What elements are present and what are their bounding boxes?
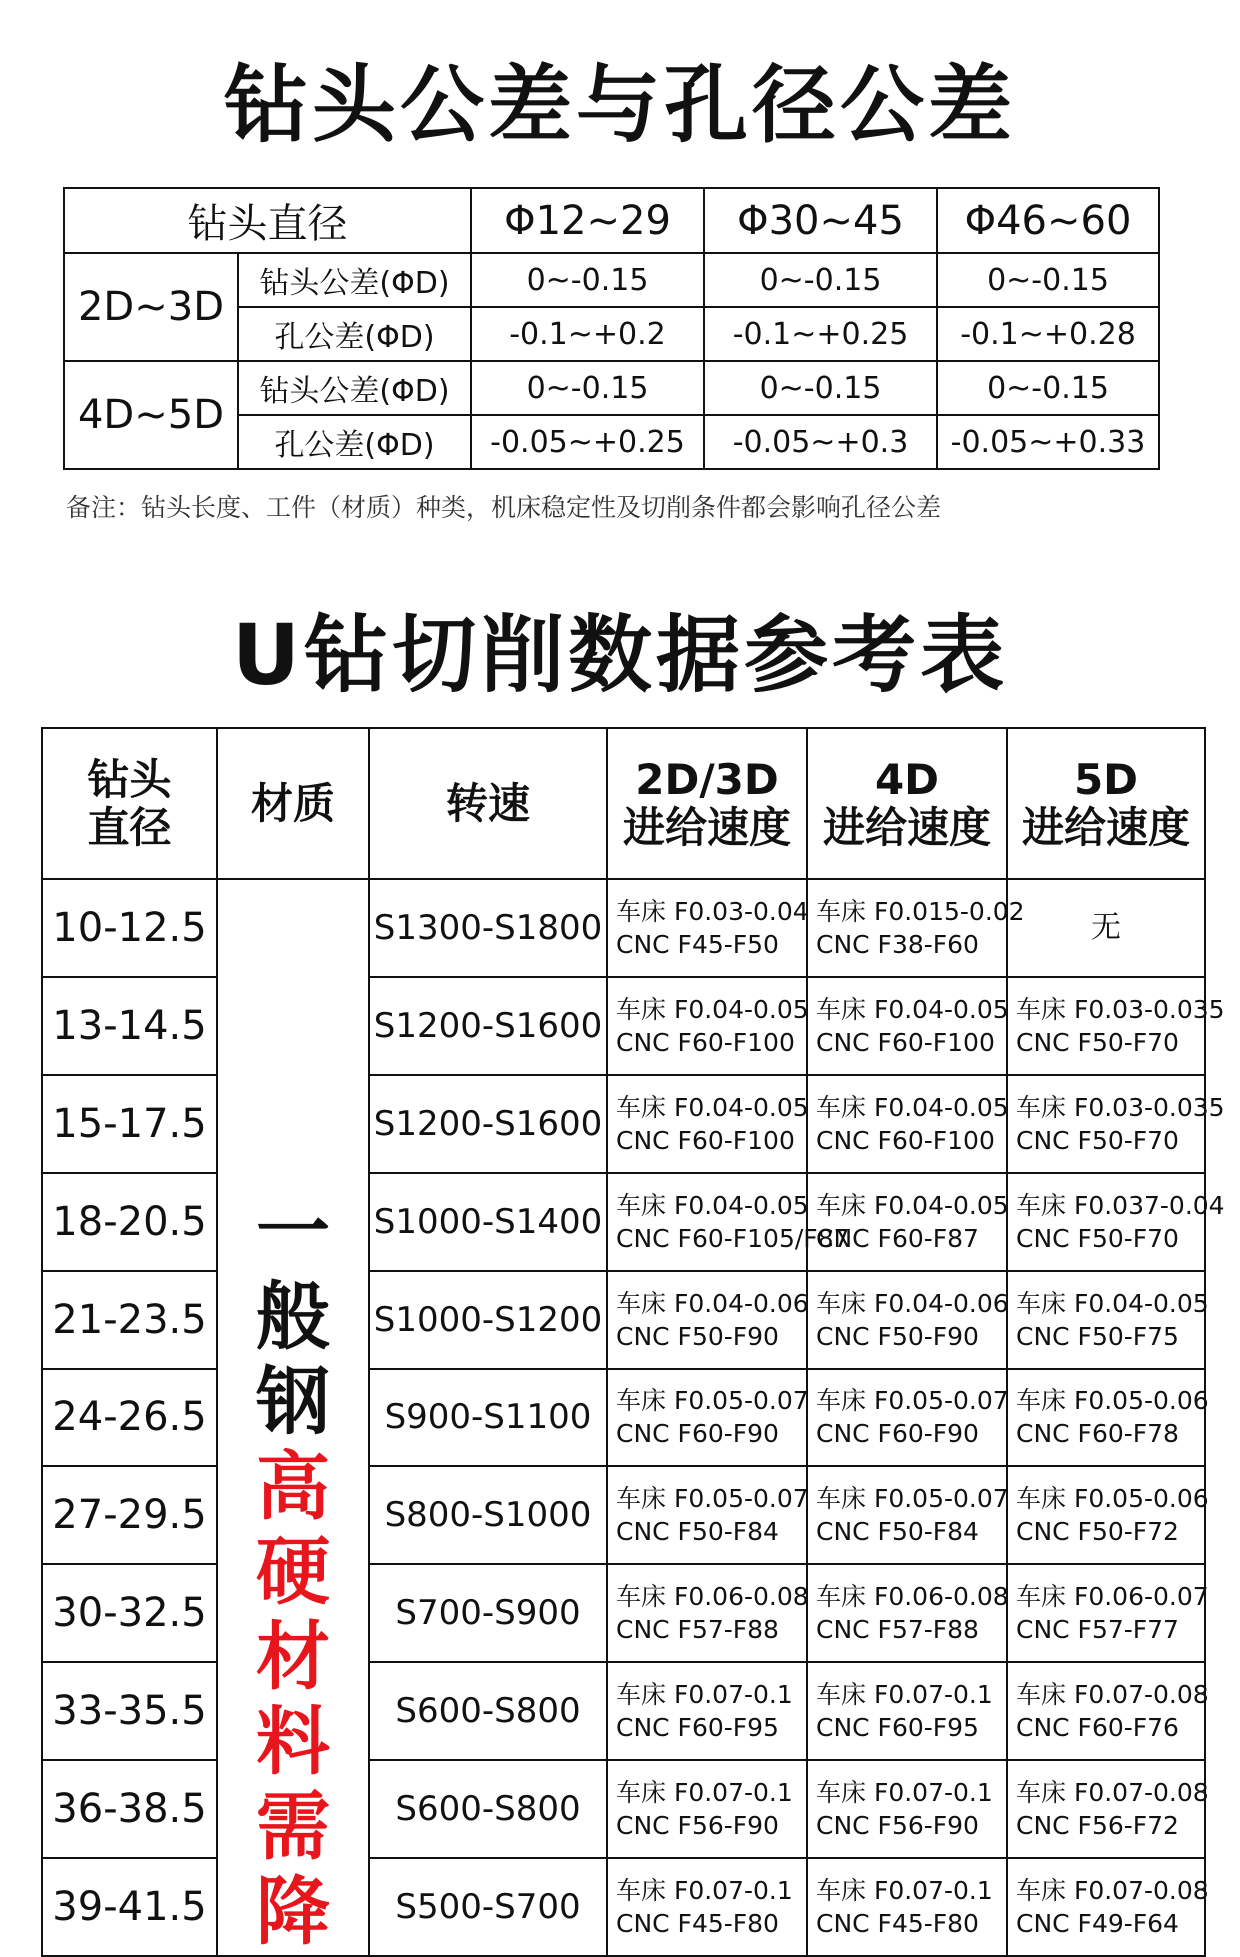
feed-line: CNC F60-F87 [816,1223,979,1253]
feed-4d-header [807,728,1007,879]
feed-line: 车床 F0.05-0.06 [1016,1386,1209,1416]
table-row [42,977,1205,1075]
material-cell [217,879,369,1956]
feed-line: CNC F45-F80 [816,1909,979,1939]
feed-line: CNC F45-F50 [616,929,779,959]
header-line: 进给速度 [622,802,791,852]
material-header: 材质 [217,728,369,879]
header-line: 5D [1073,754,1139,804]
tolerance-note: 备注：钻头长度、工件（材质）种类，机床稳定性及切削条件都会影响孔径公差 [66,493,942,522]
diameter-cell: 39-41.5 [42,1858,217,1956]
feed-cell [807,1858,1007,1956]
row-label: 钻头公差(ΦD) [238,361,471,415]
feed-cell [807,977,1007,1075]
tolerance-table [63,187,1160,470]
feed-cell [1007,879,1205,977]
tolerance-title: 钻头公差与孔径公差 [223,56,1016,154]
feed-line: 车床 F0.05-0.07 [616,1386,809,1416]
feed-cell [1007,1466,1209,1564]
speed-cell: S900-S1100 [369,1369,607,1467]
table-row [42,1564,1205,1662]
feed-cell [807,1271,1007,1369]
table-row [42,1466,1205,1564]
feed-cell [607,1466,807,1564]
col-header-3: Φ46~60 [937,188,1159,253]
tolerance-cell: -0.05~+0.3 [704,415,937,469]
feed-2d3d-header [607,728,807,879]
feed-line: CNC F50-F90 [616,1321,779,1351]
row-label: 孔公差(ΦD) [238,415,471,469]
feed-line: 无 [1091,910,1121,946]
feed-line: 车床 F0.04-0.05 [616,1190,809,1220]
feed-line: CNC F60-F95 [816,1713,979,1743]
feed-line: 车床 F0.07-0.08 [1016,1778,1209,1808]
speed-cell: S1000-S1200 [369,1271,607,1369]
feed-5d-header [1007,728,1205,879]
speed-header: 转速 [369,728,607,879]
feed-line: 车床 F0.03-0.035 [1016,1092,1225,1122]
feed-cell [607,1858,807,1956]
feed-line: CNC F49-F64 [1016,1909,1179,1939]
feed-line: CNC F60-F100 [816,1027,995,1057]
feed-line: CNC F57-F77 [1016,1615,1179,1645]
feed-cell [607,1662,807,1760]
col-header-1: Φ12~29 [471,188,704,253]
feed-line: 车床 F0.04-0.05 [816,1190,1009,1220]
speed-cell: S700-S900 [369,1564,607,1662]
header-line: 钻头 [87,754,172,804]
group-label: 4D~5D [64,361,238,469]
table-row [42,1858,1205,1956]
table-row [42,1173,1205,1271]
diameter-cell: 30-32.5 [42,1564,217,1662]
material-warning-char: 硬 [256,1529,330,1615]
feed-cell [1007,1760,1209,1858]
material-warning-char: 需 [256,1784,330,1870]
feed-line: CNC F60-F90 [816,1419,979,1449]
speed-cell: S1200-S1600 [369,1075,607,1173]
tolerance-cell: 0~-0.15 [704,361,937,415]
feed-line: 车床 F0.04-0.05 [616,1092,809,1122]
feed-line: CNC F50-F90 [816,1321,979,1351]
feed-line: CNC F50-F70 [1016,1027,1179,1057]
feed-cell [1007,1075,1225,1173]
feed-line: 车床 F0.04-0.05 [1016,1288,1209,1318]
tolerance-cell: -0.1~+0.25 [704,307,937,361]
feed-cell [1007,1564,1209,1662]
diameter-cell: 27-29.5 [42,1466,217,1564]
feed-cell [607,1075,807,1173]
feed-line: CNC F57-F88 [816,1615,979,1645]
feed-line: 车床 F0.015-0.02 [816,896,1025,926]
feed-line: 车床 F0.05-0.06 [1016,1484,1209,1514]
feed-cell [807,1466,1007,1564]
feed-cell [807,1662,1007,1760]
speed-cell: S1300-S1800 [369,879,607,977]
feed-line: CNC F56-F90 [616,1811,779,1841]
header-line: 2D/3D [635,754,779,804]
speed-cell: S600-S800 [369,1662,607,1760]
tolerance-cell: -0.1~+0.2 [471,307,704,361]
feed-line: 车床 F0.03-0.04 [616,896,809,926]
feed-cell [1007,1369,1209,1467]
table-row [42,1075,1205,1173]
feed-line: CNC F50-F70 [1016,1223,1179,1253]
feed-line: 车床 F0.04-0.05 [816,1092,1009,1122]
feed-line: 车床 F0.07-0.1 [616,1876,793,1906]
feed-line: CNC F50-F70 [1016,1125,1179,1155]
speed-cell: S600-S800 [369,1760,607,1858]
feed-cell [807,879,1025,977]
u-drill-header-row [42,728,1205,879]
feed-cell [807,1564,1007,1662]
diameter-cell: 33-35.5 [42,1662,217,1760]
material-warning-char: 高 [256,1444,330,1530]
feed-line: 车床 F0.07-0.08 [1016,1680,1209,1710]
feed-line: CNC F56-F90 [816,1811,979,1841]
speed-cell: S1000-S1400 [369,1173,607,1271]
feed-cell [607,1173,850,1271]
diameter-cell: 21-23.5 [42,1271,217,1369]
feed-line: 车床 F0.037-0.04 [1016,1190,1225,1220]
feed-cell [1007,1271,1209,1369]
tolerance-row [64,253,1159,307]
feed-line: CNC F50-F75 [1016,1321,1179,1351]
speed-cell: S500-S700 [369,1858,607,1956]
speed-cell: S1200-S1600 [369,977,607,1075]
feed-line: 车床 F0.05-0.07 [616,1484,809,1514]
feed-cell [1007,1173,1225,1271]
diameter-cell: 36-38.5 [42,1760,217,1858]
diameter-cell: 24-26.5 [42,1369,217,1467]
feed-line: CNC F50-F84 [616,1517,779,1547]
feed-line: 车床 F0.05-0.07 [816,1386,1009,1416]
feed-line: 车床 F0.07-0.1 [816,1876,993,1906]
table-row [42,1271,1205,1369]
feed-line: CNC F45-F80 [616,1909,779,1939]
feed-cell [1007,977,1225,1075]
feed-cell [607,1760,807,1858]
tolerance-cell: -0.1~+0.28 [937,307,1159,361]
feed-line: 车床 F0.07-0.1 [816,1680,993,1710]
feed-line: 车床 F0.07-0.1 [616,1680,793,1710]
tolerance-cell: 0~-0.15 [937,253,1159,307]
feed-line: CNC F60-F100 [616,1125,795,1155]
tolerance-cell: 0~-0.15 [471,253,704,307]
header-line: 直径 [87,802,172,852]
feed-line: CNC F38-F60 [816,929,979,959]
feed-line: CNC F50-F84 [816,1517,979,1547]
feed-cell [807,1075,1007,1173]
feed-cell [607,1369,807,1467]
feed-line: 车床 F0.04-0.06 [616,1288,809,1318]
feed-line: 车床 F0.07-0.1 [816,1778,993,1808]
feed-line: 车床 F0.03-0.035 [1016,994,1225,1024]
feed-cell [607,977,807,1075]
feed-line: 车床 F0.04-0.06 [816,1288,1009,1318]
feed-cell [607,879,807,977]
material-warning-char: 料 [256,1699,330,1785]
feed-line: 车床 F0.04-0.05 [616,994,809,1024]
feed-line: 车床 F0.06-0.08 [616,1582,809,1612]
table-row [42,1662,1205,1760]
feed-cell [1007,1858,1209,1956]
feed-line: 车床 F0.06-0.07 [1016,1582,1209,1612]
feed-line: 车床 F0.04-0.05 [816,994,1009,1024]
tolerance-cell: 0~-0.15 [704,253,937,307]
u-drill-body [42,879,1225,1956]
feed-line: CNC F60-F90 [616,1419,779,1449]
speed-cell: S800-S1000 [369,1466,607,1564]
feed-line: CNC F56-F72 [1016,1811,1179,1841]
table-row [42,1760,1205,1858]
header-line: 进给速度 [1021,802,1190,852]
material-warning-char: 降 [256,1869,330,1955]
u-drill-table [41,727,1225,1957]
feed-cell [807,1760,1007,1858]
feed-cell [807,1173,1007,1271]
feed-cell [1007,1662,1209,1760]
table-row [42,1369,1205,1467]
diameter-cell: 10-12.5 [42,879,217,977]
material-char: 钢 [256,1359,330,1445]
feed-line: CNC F60-F100 [616,1027,795,1057]
diameter-cell: 15-17.5 [42,1075,217,1173]
feed-line: 车床 F0.07-0.1 [616,1778,793,1808]
tolerance-cell: -0.05~+0.25 [471,415,704,469]
group-label: 2D~3D [64,253,238,361]
tolerance-header-row [64,188,1159,253]
tolerance-cell: 0~-0.15 [937,361,1159,415]
tolerance-cell: 0~-0.15 [471,361,704,415]
feed-cell [607,1271,807,1369]
feed-line: CNC F57-F88 [616,1615,779,1645]
diameter-cell: 13-14.5 [42,977,217,1075]
tolerance-row [64,361,1159,415]
col-header-2: Φ30~45 [704,188,937,253]
row-label: 孔公差(ΦD) [238,307,471,361]
diameter-cell: 18-20.5 [42,1173,217,1271]
feed-cell [607,1564,807,1662]
material-char: 般 [256,1274,330,1360]
feed-line: CNC F60-F105/F87 [616,1223,850,1253]
material-warning-char: 材 [256,1614,330,1700]
feed-line: CNC F60-F76 [1016,1713,1179,1743]
header-line: 进给速度 [822,802,991,852]
material-char: 一 [256,1189,330,1275]
diameter-header [42,728,217,879]
feed-line: 车床 F0.07-0.08 [1016,1876,1209,1906]
u-drill-title: U钻切削数据参考表 [231,606,1009,704]
feed-line: CNC F60-F95 [616,1713,779,1743]
drill-diameter-header: 钻头直径 [64,188,471,253]
header-line: 4D [874,754,940,804]
feed-cell [807,1369,1007,1467]
feed-line: CNC F50-F72 [1016,1517,1179,1547]
tolerance-cell: -0.05~+0.33 [937,415,1159,469]
feed-line: 车床 F0.05-0.07 [816,1484,1009,1514]
row-label: 钻头公差(ΦD) [238,253,471,307]
table-row [42,879,1205,977]
feed-line: CNC F60-F78 [1016,1419,1179,1449]
feed-line: 车床 F0.06-0.08 [816,1582,1009,1612]
feed-line: CNC F60-F100 [816,1125,995,1155]
